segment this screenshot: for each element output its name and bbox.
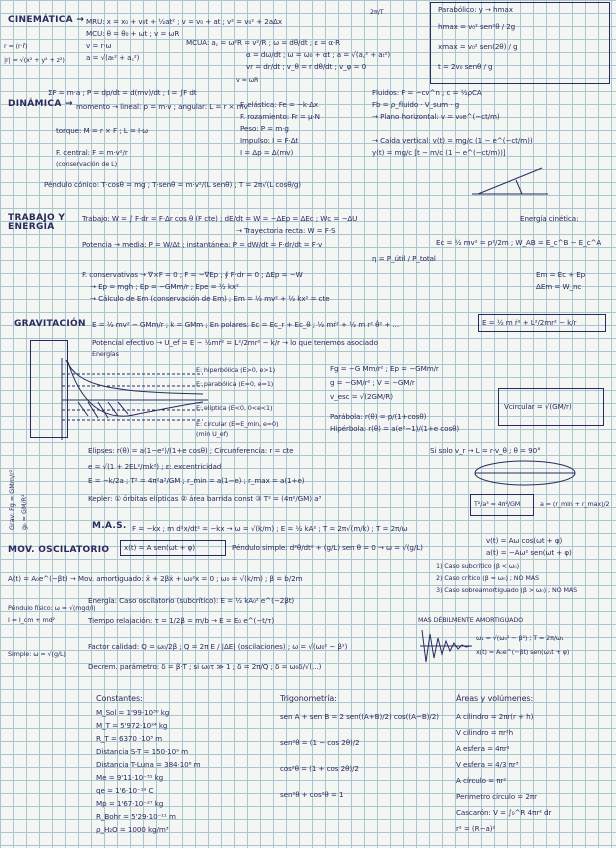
damped-energy: Energía: Caso oscilatorio (subcrítico): E = ½ kA₀² e^(−2βt)	[88, 596, 295, 605]
xmax-formula: xmax = v₀² sen(2θ) / g	[438, 42, 518, 51]
trig-identity: sen A + sen B = 2 sen((A+B)/2) cos((A−B)/2)	[280, 712, 439, 721]
overdamped-case: 3) Caso sobreamortiguado (β > ω₀) ; NO MAS	[436, 586, 578, 594]
constant-item: R_T = 6370 ·10³ m	[96, 734, 163, 743]
areas-title: Áreas y volúmenes:	[456, 694, 534, 703]
conservative-forces: F. conservativas → ∇×F = 0 ; F = −∇Ep ; ∮ F·dr = 0 ; ΔEp = −W	[82, 270, 303, 279]
constant-item: qe = 1'6·10⁻¹⁹ C	[96, 786, 154, 795]
effective-potential: Potencial efectivo → U_ef = E − ½mṙ² = L²/2mr² − k/r → lo que tenemos asociado	[92, 338, 378, 347]
trig-identity: sen²θ = (1 − cos 2θ)/2	[280, 738, 360, 747]
mas-acceleration: a(t) = −Aω² sen(ωt + φ)	[486, 548, 572, 557]
gravitacion-heading: GRAVITACIÓN	[14, 319, 86, 329]
plot-title: Energías	[92, 350, 119, 358]
efficiency: η = P_útil / P_total	[372, 254, 436, 263]
constant-item: Me = 9'11·10⁻³¹ kg	[96, 773, 164, 782]
trig-title: Trigonometría:	[280, 694, 337, 703]
damped-frequency: ω₁ = √(ω₀² − β²) ; T = 2π/ω₁	[476, 634, 564, 642]
area-volume-formula: r² = (R−a)²	[456, 824, 496, 833]
relaxation-time: Tiempo relajación: τ = 1/2β = m/b → E = E₀ e^(−t/τ)	[88, 616, 275, 625]
ellipse-energy: E = −k/2a ; T² = 4π²a³/GM ; r_min = a(1−e) ; r_max = a(1+e)	[88, 476, 305, 485]
work-definition: Trabajo: W = ∫ F·dr = F·Δr cos θ (F cte) ; dE/dt = W = −ΔEp = ΔEc ; Wc = −ΔU	[82, 214, 358, 223]
parabolic-orbit: Parábola: r(θ) = p/(1+cosθ)	[330, 412, 427, 421]
radial-velocity-note: Si solo v_r → L = r·v_θ ; θ = 90°	[430, 446, 541, 455]
impulse-momentum: I = Δp = Δ(mv)	[240, 148, 294, 157]
area-volume-formula: A círculo = πr²	[456, 776, 507, 785]
horizontal-plane: → Plano horizontal: v = v₀e^(−ct/m)	[372, 112, 500, 121]
elastic-force: F. elástica: Fe = −k·Δx	[240, 100, 319, 109]
effective-potential-plot	[48, 352, 208, 442]
angular-speed: v = r·ω	[86, 41, 112, 50]
area-volume-formula: Cascarón: V = ∫₀^R 4πr² dr	[456, 808, 552, 817]
steiner: I = I_cm + md²	[8, 616, 55, 624]
trabajo-heading: TRABAJO Y ENERGÍA	[8, 213, 66, 232]
buoyancy: Fb = ρ_fluido · V_sum · g	[372, 100, 460, 109]
power: Potencia → media: P = W/Δt ; instantánea: P = dW/dt = F·dr/dt = F·v	[82, 240, 323, 249]
nonconservative-work: ΔEm = W_nc	[536, 282, 582, 291]
ellipse-orbit: Elipses: r(θ) = a(1−e²)/(1+e cosθ) ; Circunferencia: r = cte	[88, 446, 294, 455]
grav-side-note-2: g₀ = GM/R²	[20, 494, 28, 530]
polar-velocity: vr = dr/dt ; v_θ = r dθ/dt ; v_φ = 0	[246, 62, 367, 71]
orbit-circular: E: circular (E=E_min, e=0)	[196, 420, 279, 428]
vertical-fall-position: y(t) = mg/c [t − m/c (1 − e^(−ct/m))]	[372, 148, 506, 157]
straight-path-work: → Trayectoria recta: W = F·S	[236, 226, 336, 235]
logarithmic-decrement: Decrem. parámetro: δ = β·T ; si ω₀τ ≫ 1 ; δ = 2π/Q ; δ = ω₀δ/√(...)	[88, 662, 322, 671]
constant-item: M_Sol = 1'99·10³⁰ kg	[96, 708, 170, 717]
area-volume-formula: V cilindro = πr²h	[456, 728, 514, 737]
energy-boxed: E = ½ m ṙ² + L²/2mr² − k/r	[482, 318, 577, 327]
quality-factor: Factor calidad: Q = ω₀/2β ; Q = 2π E / |ΔE| (oscilaciones) ; ω = √(ω₀² − β²)	[88, 642, 348, 651]
kepler-laws: Kepler: ① órbitas elípticas ② área barrida const ③ T² = (4π²/GM) a³	[88, 494, 322, 503]
area-volume-formula: Perímetro círculo = 2πr	[456, 792, 537, 801]
angular-momentum-conservation: (conservación de L)	[56, 160, 118, 168]
mas-velocity: v(t) = Aω cos(ωt + φ)	[486, 536, 563, 545]
kepler-third: T²/a³ = 4π²/GM	[474, 500, 521, 508]
physical-pendulum: Péndulo físico: ω = √(mgd/I)	[8, 604, 96, 612]
gravitational-force: Fg = −G Mm/r² ; Ep = −GMm/r	[330, 364, 439, 373]
conical-pendulum: Péndulo cónico: T·cosθ = mg ; T·senθ = m·v²/(L senθ) ; T = 2π√(L cosθ/g)	[44, 180, 301, 189]
newton-law: ΣF = m·a ; P = dp/dt = d(mv)/dt ; I = ∫F dt	[48, 88, 197, 97]
weight: Peso: P = m·g	[240, 124, 289, 133]
vertical-fall: → Caída vertical: v(t) = mg/c (1 − e^(−ct/m))	[372, 136, 533, 145]
hyperbolic-orbit: Hipérbola: r(θ) = a(e²−1)/(1+e cosθ)	[330, 424, 460, 433]
position-vector: r = (r·ȓ)	[4, 42, 28, 50]
flight-time-formula: t = 2v₀ senθ / g	[438, 62, 493, 71]
gravitational-field: g = −GM/r² ; V = −GM/r	[330, 378, 415, 387]
hmax-formula: hmax = v₀² sen²θ / 2g	[438, 22, 516, 31]
ellipse-sketch	[470, 458, 580, 488]
simple-pendulum: Péndulo simple: d²θ/dt² + (g/L) sen θ = 0 → ω = √(g/L)	[232, 543, 423, 552]
minimum-potential: (mín U_ef)	[196, 430, 229, 438]
constant-item: ρ_H₂O = 1000 kg/m³	[96, 825, 169, 834]
vwr-note: v = ωR	[236, 76, 259, 84]
mcua-formula-2: α = dω/dt ; ω = ω₀ + αt ; a = √(a꜀² + aₜ²)	[246, 50, 391, 59]
impulse: Impulso: I = F·Δt	[240, 136, 299, 145]
orbit-parabolic: E: parabólica (E=0, e=1)	[196, 380, 274, 388]
area-volume-formula: A esfera = 4πr²	[456, 744, 510, 753]
omega-frac: 2π/T	[370, 8, 384, 16]
friction-force: F. rozamiento: Fr = μ·N	[240, 112, 320, 121]
mas-heading: M.A.S.	[92, 521, 127, 531]
semimajor-axis: a = (r_min + r_max)/2	[540, 500, 610, 508]
mcua-formula: MCUA: a꜀ = ω²R = v²/R ; ω = dθ/dt ; ε = α·R	[186, 38, 341, 47]
mas-dynamics: F = −kx ; m d²x/dt² = −kx → ω = √(k/m) ; E = ½ kA² ; T = 2π√(m/k) ; T = 2π/ω	[132, 524, 408, 533]
constant-item: M_T = 5'972·10²⁴ kg	[96, 721, 168, 730]
underdamped-case: 1) Caso subcrítico (β < ω₀)	[436, 562, 520, 570]
area-volume-formula: A cilindro = 2πr(r + h)	[456, 712, 534, 721]
mechanical-energy-conservation: → Cálculo de Em (conservación de Em) ; Em = ½ mv² + ½ kx² = cte	[90, 294, 330, 303]
fluid-drag: Fluidos: F = −cv^n ; c = ½ρCA	[372, 88, 482, 97]
orbital-energy: E = ½ mv² − GMm/r ; k = GMm ; En polares: Ec = Ec_r + Ec_θ ; ½ mṙ² + ½ m r² θ̇² + ...	[92, 320, 400, 329]
momentum: momento → lineal: p = m·v ; angular: L = r × mv	[76, 102, 248, 111]
central-force: F. central: F = m·v²/r	[56, 148, 128, 157]
kinetic-energy: Ec = ½ mv² = p²/2m ; W_AB = E_c^B − E_c^A	[436, 238, 602, 247]
damped-oscillation-sketch	[418, 628, 474, 664]
acceleration-modulus: a = √(aₜ² + a꜀²)	[86, 53, 140, 62]
simple-pendulum-omega: Simple: ω = √(g/L)	[8, 650, 66, 658]
constants-title: Constantes:	[96, 694, 143, 703]
weak-damping-heading: MAS DÉBILMENTE AMORTIGUADO	[418, 616, 524, 624]
kinetic-energy-label: Energía cinética:	[520, 214, 579, 223]
dinamica-heading: DINÁMICA →	[8, 99, 73, 109]
constant-item: Distancia S-T = 150·10⁹ m	[96, 747, 188, 756]
orbit-hyperbolic: E: hiperbólica (E>0, e>1)	[196, 366, 276, 374]
critical-case: 2) Caso crítico (β = ω₀) ; NO MAS	[436, 574, 539, 582]
mcu-formula: MCU: θ = θ₀ + ωt ; v = ωR	[86, 29, 180, 38]
constant-item: Distancia T-Luna = 384·10⁶ m	[96, 760, 201, 769]
constant-item: R_Bohr = 5'29·10⁻¹¹ m	[96, 812, 176, 821]
potential-energies: → Ep = mgh ; Ep = −GMm/r ; Epe = ½ kx²	[90, 282, 239, 291]
torque: torque: M = r × F ; L = I·ω	[56, 126, 149, 135]
oscilatorio-heading: MOV. OSCILATORIO	[8, 545, 110, 555]
cinematica-heading: CINEMÁTICA →	[8, 15, 85, 25]
mechanical-energy: Em = Ec + Ep	[536, 270, 586, 279]
parabolico-title: Parabólico: y → hmax	[438, 5, 513, 14]
inclined-plane-sketch	[472, 164, 552, 200]
orbit-elliptic: E: elíptica (E<0, 0<e<1)	[196, 404, 273, 412]
mas-position: x(t) = A sen(ωt + φ)	[124, 543, 195, 552]
escape-velocity: v_esc = √(2GM/R)	[330, 392, 393, 401]
mru-formula: MRU: x = x₀ + v₀t + ½at² ; v = v₀ + at ; v² = v₀² + 2aΔx	[86, 17, 283, 26]
position-modulus: |r| = √(x² + y² + z²)	[4, 56, 65, 64]
trig-identity: cos²θ = (1 + cos 2θ)/2	[280, 764, 359, 773]
grav-side-note: Grav: Fg = GMm/r²	[8, 469, 16, 530]
trig-identity: sen²θ + cos²θ = 1	[280, 790, 344, 799]
eccentricity: e = √(1 + 2EL²/mk²) ; ε: excentricidad	[88, 462, 222, 471]
damped-solution: x(t) = A₀e^(−βt) sen(ω₁t + φ)	[476, 648, 570, 656]
damped-motion: A(t) = A₀e^(−βt) → Mov. amortiguado: ẍ + 2βẋ + ω₀²x = 0 ; ω₀ = √(k/m) ; β = b/2m	[8, 574, 303, 583]
area-volume-formula: V esfera = 4/3 πr³	[456, 760, 519, 769]
constant-item: Mp = 1'67·10⁻²⁷ kg	[96, 799, 164, 808]
circular-velocity: Vcircular = √(GM/r)	[504, 402, 572, 411]
